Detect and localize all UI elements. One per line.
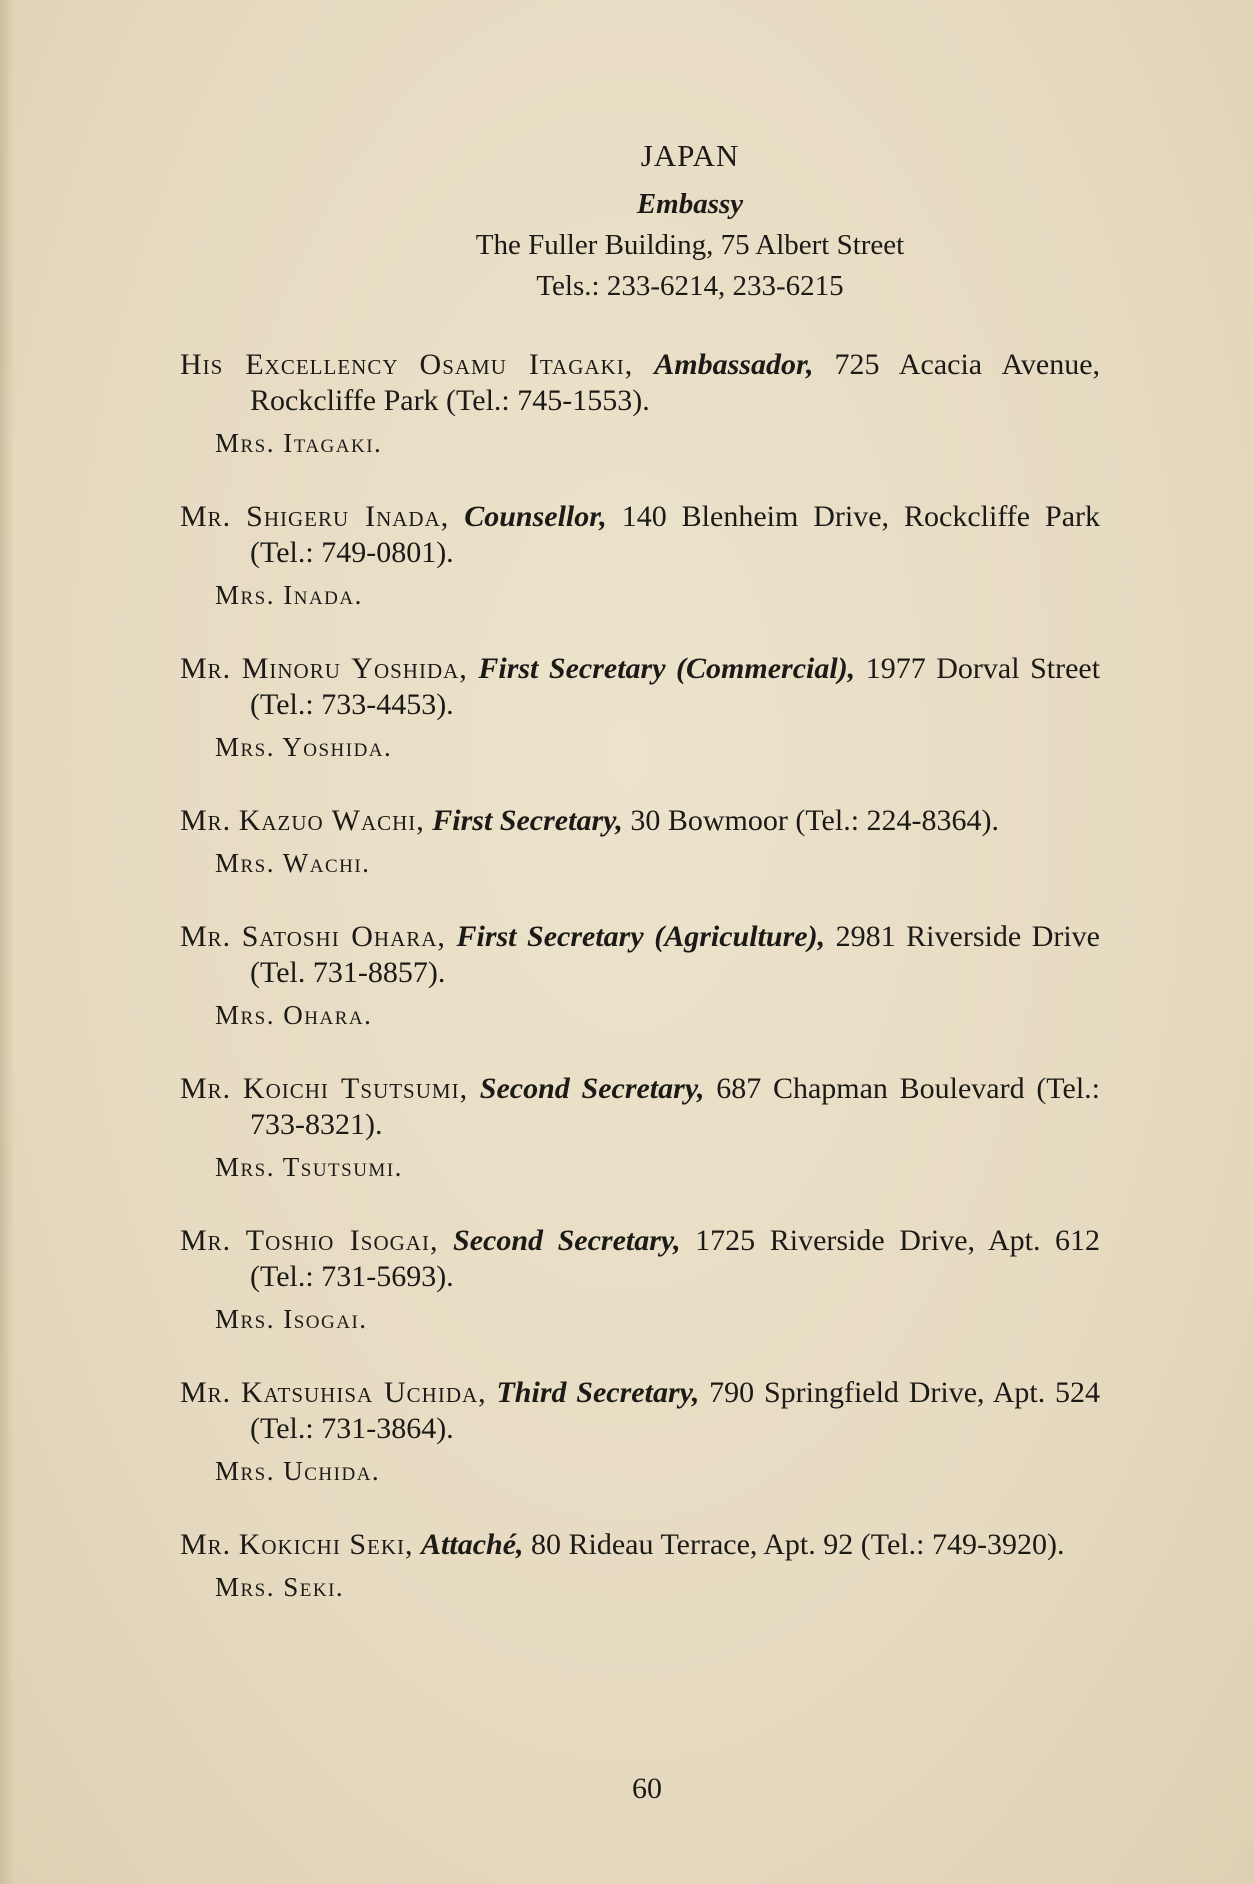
entry-spouse: Mrs. Tsutsumi. (215, 1152, 403, 1182)
entry-title: Counsellor, (464, 500, 607, 533)
entry-name: Minoru Yoshida, (241, 652, 468, 685)
entry-text (180, 347, 1100, 419)
entry-title: Attaché, (421, 1528, 524, 1561)
page-number: 60 (632, 1772, 662, 1805)
entry-title: Ambassador, (654, 348, 814, 381)
entry-text (180, 1071, 1100, 1143)
entry-title: Second Secretary, (479, 1072, 705, 1105)
entry-title: First Secretary, (432, 804, 623, 837)
embassy-header (180, 184, 1100, 307)
entry-prefix: Mr. (180, 1224, 232, 1257)
entry-text (180, 1375, 1100, 1447)
entry-details: 687 Chapman Boulevard (Tel.: 733-8321). (250, 1072, 1101, 1141)
staff-entry (180, 651, 1100, 765)
entry-prefix: Mr. (180, 920, 232, 953)
section-title: Embassy (636, 188, 744, 220)
entry-prefix: Mr. (180, 1072, 232, 1105)
entry-spouse: Mrs. Wachi. (215, 848, 371, 878)
entry-prefix: Mr. (180, 1376, 232, 1409)
entry-title: First Secretary (Commercial), (478, 652, 856, 685)
entry-prefix: Mr. (180, 500, 232, 533)
country-heading: JAPAN (640, 138, 740, 173)
embassy-phones: Tels.: 233-6214, 233-6215 (536, 270, 844, 302)
entry-name: Osamu Itagaki, (419, 348, 634, 381)
entry-details: 80 Rideau Terrace, Apt. 92 (Tel.: 749-3920). (531, 1528, 1065, 1561)
entry-spouse: Mrs. Isogai. (215, 1304, 368, 1334)
page-edge-shadow (0, 0, 14, 1884)
entry-spouse: Mrs. Inada. (215, 580, 363, 610)
entry-title: Third Secretary, (496, 1376, 700, 1409)
entry-name: Katsuhisa Uchida, (241, 1376, 487, 1409)
entry-text (180, 499, 1100, 571)
staff-list (180, 347, 1100, 1605)
entry-details: 1977 Dorval Street (Tel.: 733-4453). (250, 652, 1101, 721)
entry-text (180, 919, 1100, 991)
entry-text (180, 1223, 1100, 1295)
entry-name: Kazuo Wachi, (238, 804, 425, 837)
entry-details: 725 Acacia Avenue, Rockcliffe Park (Tel.: 745-1553). (250, 348, 1101, 417)
staff-entry (180, 919, 1100, 1033)
entry-name: Shigeru Inada, (246, 500, 450, 533)
entry-details: 140 Blenheim Drive, Rockcliffe Park (Tel.: 749-0801). (250, 500, 1101, 569)
staff-entry (180, 1527, 1100, 1605)
entry-name: Toshio Isogai, (245, 1224, 439, 1257)
entry-spouse: Mrs. Itagaki. (215, 428, 383, 458)
entry-text (180, 1527, 1100, 1563)
entry-spouse: Mrs. Ohara. (215, 1000, 373, 1030)
staff-entry (180, 1071, 1100, 1185)
entry-details: 1725 Riverside Drive, Apt. 612 (Tel.: 731-5693). (250, 1224, 1101, 1293)
entry-title: First Secretary (Agriculture), (456, 920, 826, 953)
entry-prefix: Mr. (180, 804, 232, 837)
entry-prefix: His Excellency (180, 348, 399, 381)
entry-prefix: Mr. (180, 652, 232, 685)
entry-spouse: Mrs. Seki. (215, 1572, 345, 1602)
embassy-address: The Fuller Building, 75 Albert Street (475, 229, 905, 261)
entry-name: Kokichi Seki, (238, 1528, 414, 1561)
entry-spouse: Mrs. Yoshida. (215, 732, 393, 762)
staff-entry (180, 803, 1100, 881)
entry-details: 790 Springfield Drive, Apt. 524 (Tel.: 731-3864). (250, 1376, 1101, 1445)
entry-name: Koichi Tsutsumi, (242, 1072, 469, 1105)
entry-spouse: Mrs. Uchida. (215, 1456, 381, 1486)
entry-text (180, 803, 1100, 839)
page-content (180, 130, 1100, 1643)
staff-entry (180, 499, 1100, 613)
entry-details: 30 Bowmoor (Tel.: 224-8364). (630, 804, 1000, 837)
staff-entry (180, 347, 1100, 461)
entry-prefix: Mr. (180, 1528, 232, 1561)
entry-name: Satoshi Ohara, (241, 920, 446, 953)
entry-text (180, 651, 1100, 723)
staff-entry (180, 1375, 1100, 1489)
entry-title: Second Secretary, (453, 1224, 681, 1257)
staff-entry (180, 1223, 1100, 1337)
entry-details: 2981 Riverside Drive (Tel. 731-8857). (250, 920, 1100, 989)
